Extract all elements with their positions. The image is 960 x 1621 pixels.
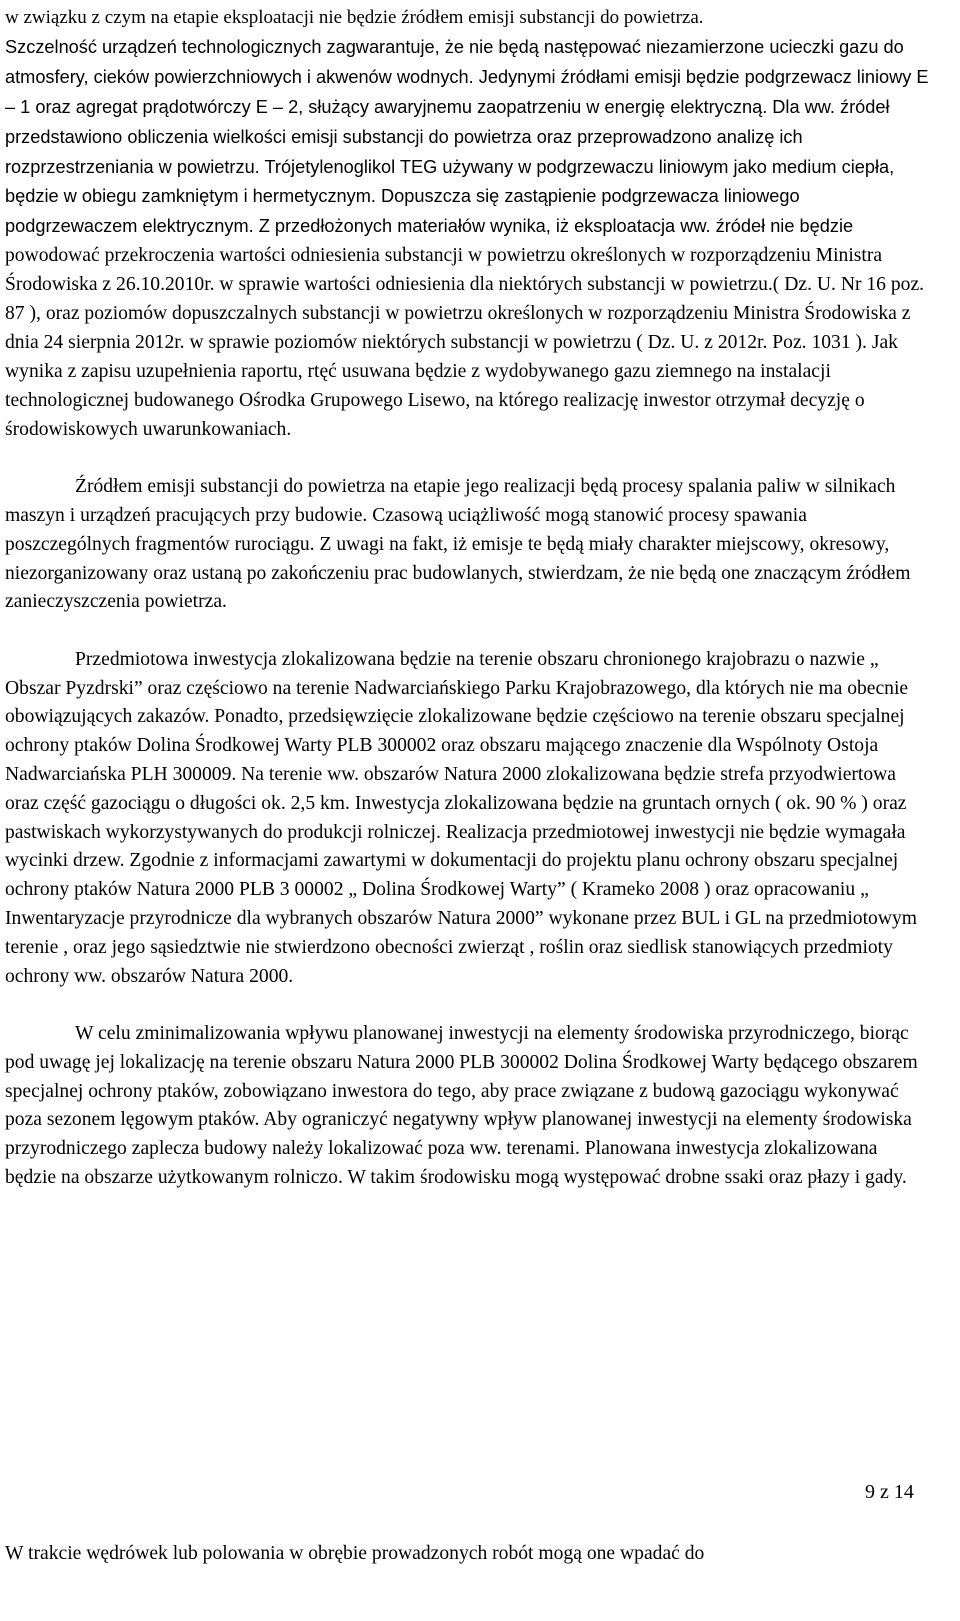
next-page-text: W trakcie wędrówek lub polowania w obrębie prowadzonych robót mogą one wpadać do — [5, 1543, 705, 1564]
document-page — [5, 0, 929, 1193]
paragraph-serif-text: powodować przekroczenia wartości odniesienia substancji w powietrzu określonych w rozporządzeniu Ministra Środowiska z 26.10.2010r. w sprawie wartości odniesienia dla niektórych substancji w powietrzu.( Dz. U. Nr 16 poz. 87 ), oraz poziomów dopuszczalnych substancji w powietrzu określonych w rozporządzeniu Ministra Środowiska z dnia 24 sierpnia 2012r. w sprawie poziomów niektórych substancji w powietrzu ( Dz. U. z 2012r. Poz. 1031 ). Jak wynika z zapisu uzupełnienia raportu, rtęć usuwana będzie z wydobywanego gazu ziemnego na instalacji technologicznej budowanego Ośrodka Grupowego Lisewo, na którego realizację inwestor otrzymał decyzję o środowiskowych uwarunkowaniach. — [5, 245, 925, 440]
paragraph-sans-text: Szczelność urządzeń technologicznych zagwarantuje, że nie będą następować niezamierzone ucieczki gazu do atmosfery, cieków powierzchniowych i akwenów wodnych. Jedynymi źródłami emisji będzie podgrzewacz liniowy E – 1 oraz agregat prądotwórczy E – 2, służący awaryjnemu zaopatrzeniu w energię elektryczną. Dla ww. źródeł przedstawiono obliczenia wielkości emisji substancji do powietrza oraz przeprowadzono analizę ich rozprzestrzeniania w powietrzu. Trójetylenoglikol TEG używany w podgrzewaczu liniowym jako medium ciepła, będzie w obiegu zamkniętym i hermetycznym. Dopuszcza się zastąpienie podgrzewacza liniowego podgrzewaczem elektrycznym. Z przedłożonych materiałów wynika, iż eksploatacja ww. źródeł nie będzie — [5, 36, 929, 237]
paragraph-mitigation: W celu zminimalizowania wpływu planowanej inwestycji na elementy środowiska przyrodniczego, biorąc pod uwagę jej lokalizację na terenie obszaru Natura 2000 PLB 300002 Dolina Środkowej Warty będącego obszarem specjalnej ochrony ptaków, zobowiązano inwestora do tego, aby prace związane z budową gazociągu wykonywać poza sezonem lęgowym ptaków. Aby ograniczyć negatywny wpływ planowanej inwestycji na elementy środowiska przyrodniczego zaplecza budowy należy lokalizować poza ww. terenami. Planowana inwestycja zlokalizowana będzie na obszarze użytkowanym rolniczo. W takim środowisku mogą występować drobne ssaki oraz płazy i gady. — [5, 1022, 918, 1188]
page-number: 9 z 14 — [865, 1481, 914, 1503]
paragraph-emissions — [5, 0, 929, 445]
paragraph-lead-line: w związku z czym na etapie eksploatacji nie będzie źródłem emisji substancji do powietrza. — [5, 7, 704, 28]
paragraph-construction-emissions: Źródłem emisji substancji do powietrza na etapie jego realizacji będą procesy spalania paliw w silnikach maszyn i urządzeń pracujących przy budowie. Czasową uciążliwość mogą stanowić procesy spawania poszczególnych fragmentów rurociągu. Z uwagi na fakt, iż emisje te będą miały charakter miejscowy, okresowy, niezorganizowany oraz ustaną po zakończeniu prac budowlanych, stwierdzam, że nie będą one znaczącym źródłem zanieczyszczenia powietrza. — [5, 476, 911, 613]
paragraph-protected-areas: Przedmiotowa inwestycja zlokalizowana będzie na terenie obszaru chronionego krajobrazu o nazwie „ Obszar Pyzdrski” oraz częściowo na terenie Nadwarciańskiego Parku Krajobrazowego, dla których nie ma obecnie obowiązujących zakazów. Ponadto, przedsięwzięcie zlokalizowane będzie częściowo na terenie obszaru specjalnej ochrony ptaków Dolina Środkowej Warty PLB 300002 oraz obszaru mającego znaczenie dla Wspólnoty Ostoja Nadwarciańska PLH 300009. Na terenie ww. obszarów Natura 2000 zlokalizowana będzie strefa przyodwiertowa oraz część gazociągu o długości ok. 2,5 km. Inwestycja zlokalizowana będzie na gruntach ornych ( ok. 90 % ) oraz pastwiskach wykorzystywanych do produkcji rolniczej. Realizacja przedmiotowej inwestycji nie będzie wymagała wycinki drzew. Zgodnie z informacjami zawartymi w dokumentacji do projektu planu ochrony obszaru specjalnej ochrony ptaków Natura 2000 PLB 3 00002 „ Dolina Środkowej Warty” ( Krameko 2008 ) oraz opracowaniu „ Inwentaryzacje przyrodnicze dla wybranych obszarów Natura 2000” wykonane przez BUL i GL na przedmiotowym terenie , oraz jego sąsiedztwie nie stwierdzono obecności zwierząt , roślin oraz siedlisk stanowiących przedmioty ochrony ww. obszarów Natura 2000. — [5, 648, 918, 987]
